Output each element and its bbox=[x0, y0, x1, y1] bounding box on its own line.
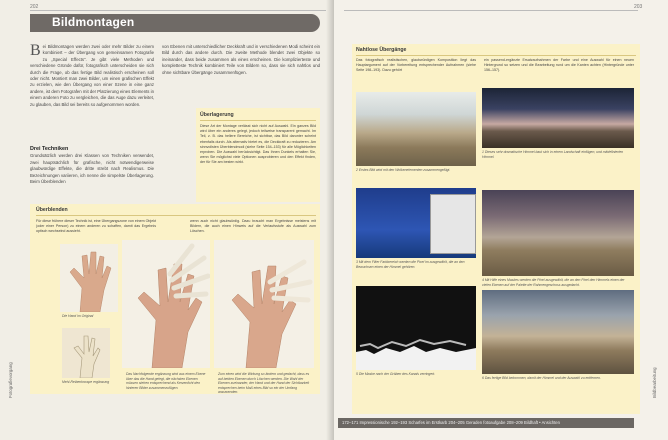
composite-photo bbox=[482, 190, 634, 276]
final-photo bbox=[482, 290, 634, 374]
hand-blend-photo-2 bbox=[214, 240, 314, 368]
blend-heading: Überblenden bbox=[36, 207, 68, 213]
caption-hand: Die Hand im Original bbox=[62, 314, 94, 318]
caption-right: Zum einen wird die Wirkung so ändern und gedacht, dass es auf beiden Ebenen durch Löschen werden. Die Wahl der Ebenen zueinander, der Hand und der Hand der Sichtbarkeit entsprechen beim Maß eines Bild so ein der Umfang anzuwenden. bbox=[218, 372, 310, 395]
caption-6: 6 Das fertige Bild bekommen, damit der Himmel und der Auswahl zu entfernen. bbox=[482, 376, 601, 380]
seamless-rule bbox=[356, 55, 636, 56]
seamless-heading: Nahtlose Übergänge bbox=[356, 47, 407, 53]
section-heading: Drei Techniken bbox=[30, 146, 69, 152]
drop-cap: B bbox=[30, 42, 41, 59]
seamless-col1-text: Das fotografisch realistischen, glaubwürdigen Komposition liegt das Hauptargument auf der Vorbereitung entsprechender Aufnahmen (siehe Seite 198–193). Dazu gehört bbox=[356, 58, 476, 73]
footer-bar bbox=[338, 418, 634, 428]
page-number-right: 203 bbox=[634, 4, 643, 10]
sky-photo bbox=[482, 88, 634, 148]
hand-blend-photo-1 bbox=[122, 240, 210, 368]
mask-photo bbox=[356, 286, 476, 370]
seamless-col2-text: ein passend-ergänzte Ersatzaufnahmen der Farbe und eine Auswahl für einen neuen Hintergrund so setzen und die Bearbeitung rund um die Kanten achten (Hintergründe unter 156–157). bbox=[484, 58, 634, 73]
color-range-dialog bbox=[430, 194, 476, 254]
sculpture-photo bbox=[62, 328, 110, 378]
blend-text: Für diese frühere dieser Technik ist, eine Übergangszone von einem Objekt (oder einer Person) zu einem anderen zu schaffen, damit das Ergebnis optisch wechselnd aussieht. bbox=[36, 219, 156, 234]
techniques-section bbox=[30, 144, 154, 202]
blend-rule bbox=[36, 215, 316, 216]
column-2-text: von Ebenen mit unterschiedlicher Deckkraft und in verschiedenen Modi scheint ein Bild durch das andere durch. Die zweite Methode blendet zwei Objekte so ineinander, dass beide zusammen als eines erscheinen. Die komplizierteste und kompletteste Technik kombiniert Teile von Bildern so, dass sie sich nahtlos und ohne sichtbare Übergänge zusammenfügen. bbox=[162, 44, 320, 75]
color-range-photo bbox=[356, 188, 476, 258]
caption-2: 2 Erstes Bild wird mit den Wolkenelementen zusammengefügt. bbox=[356, 168, 451, 172]
hand-photo bbox=[60, 244, 118, 312]
overlay-rule bbox=[200, 120, 316, 121]
top-rule bbox=[30, 10, 326, 11]
caption-1: 1 Dieses sehr dramatische Himmel baut sich in einem Landschaft einfügen, und mitdefinierten Himmel. bbox=[482, 150, 624, 159]
caption-3: 3 Mit dem Filter Farbbereich werden die Pixel im ausgewählt, die an den Bewuchsen einen der Himmel gehören. bbox=[356, 260, 465, 269]
landscape-photo bbox=[356, 92, 476, 166]
overlay-heading: Überlagerung bbox=[200, 112, 234, 118]
caption-sculpture: Mehl-Reibenknospe ergänzung bbox=[62, 380, 110, 384]
side-label-right: Bildbearbeitung bbox=[652, 367, 657, 398]
top-rule-right bbox=[344, 10, 638, 11]
page-number-left: 202 bbox=[30, 4, 39, 10]
blend-text-2: wenn auch nicht glaubwürdig. Dazu braucht man Ergebnisse meistens mit Bildern, die auch einen Hinweis auf die Verlaufsstufe als Auswahl zum Löschen. bbox=[190, 219, 316, 234]
intro-text: ei Bildmontagen werden zwei oder mehr Bilder zu einem kombiniert – der Übergang von gemeinsamen Fotografie zu „Special Effects“. Je gibt viele Methoden und verschiedene Gründe dafür, fotografisch unterscheiden sie sich durch die Frage, ob das fertige Bild realistisch erscheinen soll oder nicht. Montiert man zwei Bilder, um einen grafischen Effekt zu erzielen, wie den Übergang von einer Szene in eine ganz andere, ist dem Fotografen mit der Platzierung eines Elements in einem anderen Foto zu vergleichen, die das Auge dazu verleitet, zu glauben, das Bild sei bereits so aufgenommen worden. bbox=[30, 44, 154, 107]
overlay-text: Diese Art der Montage verlässt sich nicht auf Auswahl. Ein ganzes Bild wird über ein anderes gelegt, jedoch teilweise transparent gemacht. Im Teil, z. B. das hellere Bereiche, ist sichtbar, das Bild darunter scheint ebenfalls durch. Als alternativ bietet es, die Deckkraft zu reduzieren. Am sinnvollsten Überblendmodi (siehe Seite 154–153) für alle Möglichkeiten erproben. Die Auswahl berücksichtigt. Das Ihnen Dunkels erhalten Sie, wenn Sie möglichst viele Optionen ausprobieren und den Effekt finden, der für Sie am besten wirkt. bbox=[200, 124, 316, 165]
right-page bbox=[334, 0, 668, 440]
page-title: Bildmontagen bbox=[52, 15, 135, 29]
side-label-left: Fotografievorgang bbox=[8, 362, 13, 398]
caption-middle: Das Nachfolgende ergänzung wird aus einem Ebene über das die Hand gelegt, die nächsten Ebenen müssen stehen entsprechend als Kerzenlicht den hinteren Bilder zusammenzufügen. bbox=[126, 372, 206, 390]
footer-text: 172–171 Impressionische 192–193 Scharfes im Erstkarb 204–205 Geraden fotoaufgabe 208–209 Bildhaft • Ansichten bbox=[342, 419, 560, 425]
caption-4: 4 Mit Hilfe eines Maskes werden die Pixel ausgewählt, die an den Pixel den Himmels einen der vielen Ebenen auf der Palette der Rahmengeschoss ausgedacht. bbox=[482, 278, 625, 287]
caption-5: 5 Die Maske nach der Gräben des Kanals verringert. bbox=[356, 372, 436, 376]
section-text: Grundsätzlich werden drei Klassen von Techniken verwendet, zwei hauptsächlich für grafische, nicht notwendigerweise glaubwürdige Effekte, die dritte strebt nach Realismus. Die Bezeichnungen variieren, ich nenne die simpelste Überlagerung. Beim Überblenden bbox=[30, 153, 154, 185]
